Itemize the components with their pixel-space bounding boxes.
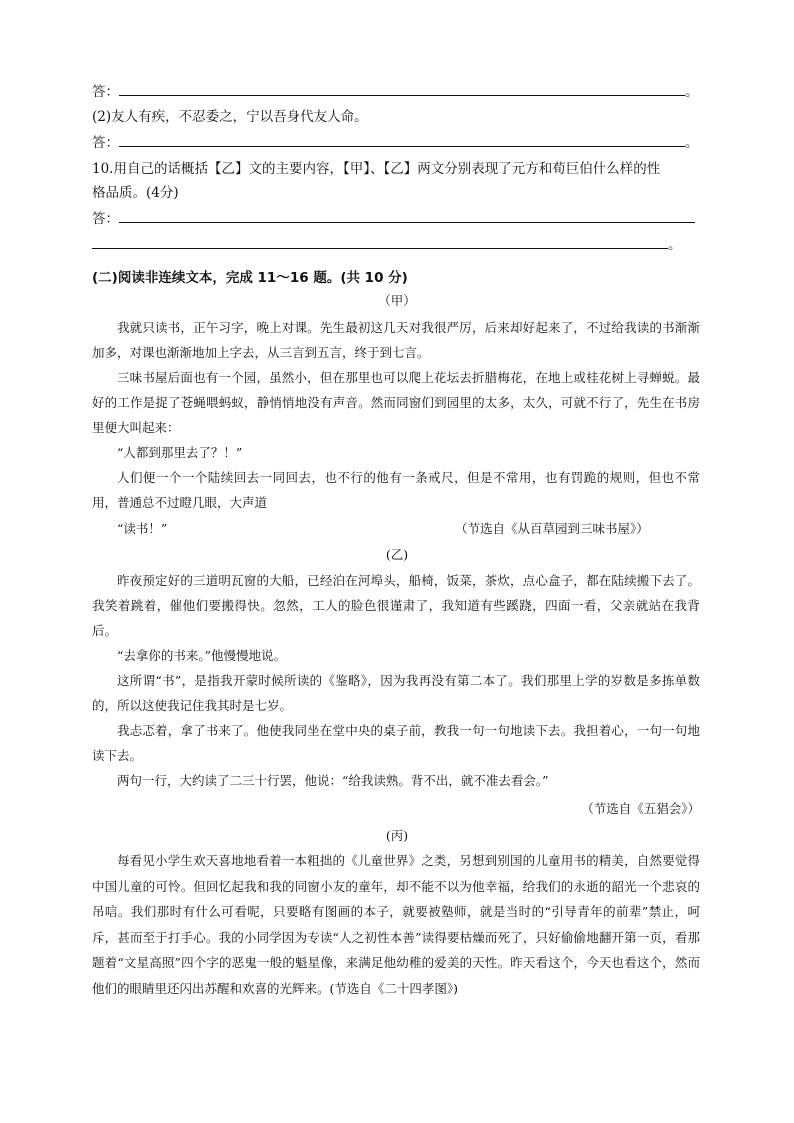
passage-bing-heading: (丙) (385, 828, 409, 843)
answer-row-10-cont (92, 236, 682, 254)
paragraph: 每看见小学生欢天喜地地看着一本粗拙的《儿童世界》之类，另想到别国的儿童用书的精美，自然要觉得中国儿童的可怜。但回忆起我和我的同窗小友的童年，却不能不以为他幸福，给我们的永逝的韶光一个悲哀的吊唁。我们那时有什么可看呢，只要略有图画的本子，就要被塾师，就是当时的“引导青年的前辈”禁止，呵斥，甚而至于打手心。我的小同学因为专读“人之初性本善”读得要枯燥而死了，只好偷偷地翻开第一页，看那题着“文星高照”四个字的恶鬼一般的魁星像，来满足他幼稚的爱美的天性。昨天看这个，今天也看这个，然而他们的眼睛里还闪出苏醒和欢喜的光辉来。(节选自《二十四孝图》) (92, 853, 700, 996)
answer-label: 答： (92, 211, 119, 227)
answer-blank[interactable] (119, 210, 695, 223)
answer-blank[interactable] (119, 83, 685, 96)
paragraph: “人都到那里去了？！” (117, 445, 243, 460)
question-2: (2)友人有疾，不忍委之，宁以吾身代友人命。 (92, 109, 368, 125)
passage-yi-heading: (乙) (385, 547, 409, 562)
paragraph: 三味书屋后面也有一个园，虽然小，但在那里也可以爬上花坛去折腊梅花，在地上或桂花树上寻蝉蜕。最好的工作是捉了苍蝇喂蚂蚁，静悄悄地没有声音。然而同窗们到园里的太多，太久，可就不行了，先生在书房里便大叫起来： (92, 370, 700, 435)
passage-jia (92, 315, 700, 515)
answer-label: 答： (92, 84, 119, 100)
answer-end: 。 (685, 135, 699, 151)
passage-bing (92, 848, 700, 1001)
answer-row-2 (92, 134, 699, 152)
passage-jia-source: （节选自《从百草园到三味书屋》） (455, 521, 649, 536)
answer-row-10 (92, 210, 695, 228)
paragraph: 人们便一个一个陆续回去一同回去，也不行的他有一条戒尺，但是不常用，也有罚跪的规则，但也不常用，普通总不过瞪几眼，大声道 (92, 470, 700, 510)
answer-end: 。 (685, 84, 699, 100)
answer-blank[interactable] (92, 236, 668, 249)
paragraph: 我忐忑着，拿了书来了。他使我同坐在堂中央的桌子前，教我一句一句地读下去。我担着心，一句一句地读下去。 (92, 723, 700, 763)
paragraph: “读书！” (117, 521, 168, 536)
question-10-line2: 格品质。(4分) (92, 185, 179, 201)
question-10-line1: 10.用自己的话概括【乙】文的主要内容，【甲】、【乙】两文分别表现了元方和荀巨伯什么样的性 (92, 161, 661, 177)
section-title: (二)阅读非连续文本，完成 11～16 题。(共 10 分) (92, 270, 408, 286)
paragraph: 这所谓“书”，是指我开蒙时候所读的《鉴略》，因为我再没有第二本了。我们那里上学的岁数是多拣单数的，所以这使我记住我其时是七岁。 (92, 673, 700, 713)
answer-blank[interactable] (119, 134, 685, 147)
passage-jia-heading: （甲） (378, 293, 416, 308)
passage-yi-source: （节选自《五猖会》） (581, 801, 700, 816)
answer-label: 答： (92, 135, 119, 151)
answer-end: 。 (668, 237, 682, 253)
answer-row-1 (92, 83, 699, 101)
paragraph: “去拿你的书来。”他慢慢地说。 (117, 648, 287, 663)
passage-yi (92, 568, 700, 793)
paragraph: 我就只读书，正午习字，晚上对课。先生最初这几天对我很严厉，后来却好起来了，不过给我读的书渐渐加多，对课也渐渐地加上字去，从三言到五言，终于到七言。 (92, 320, 700, 360)
paragraph: 两句一行，大约读了二三十行罢，他说：“给我读熟。背不出，就不准去看会。” (117, 773, 549, 788)
paragraph: 昨夜预定好的三道明瓦窗的大船，已经泊在河埠头，船椅，饭菜，茶炊，点心盒子，都在陆续搬下去了。我笑着跳着，催他们要搬得快。忽然，工人的脸色很谨肃了，我知道有些蹊跷，四面一看，父亲就站在我背后。 (92, 573, 700, 638)
